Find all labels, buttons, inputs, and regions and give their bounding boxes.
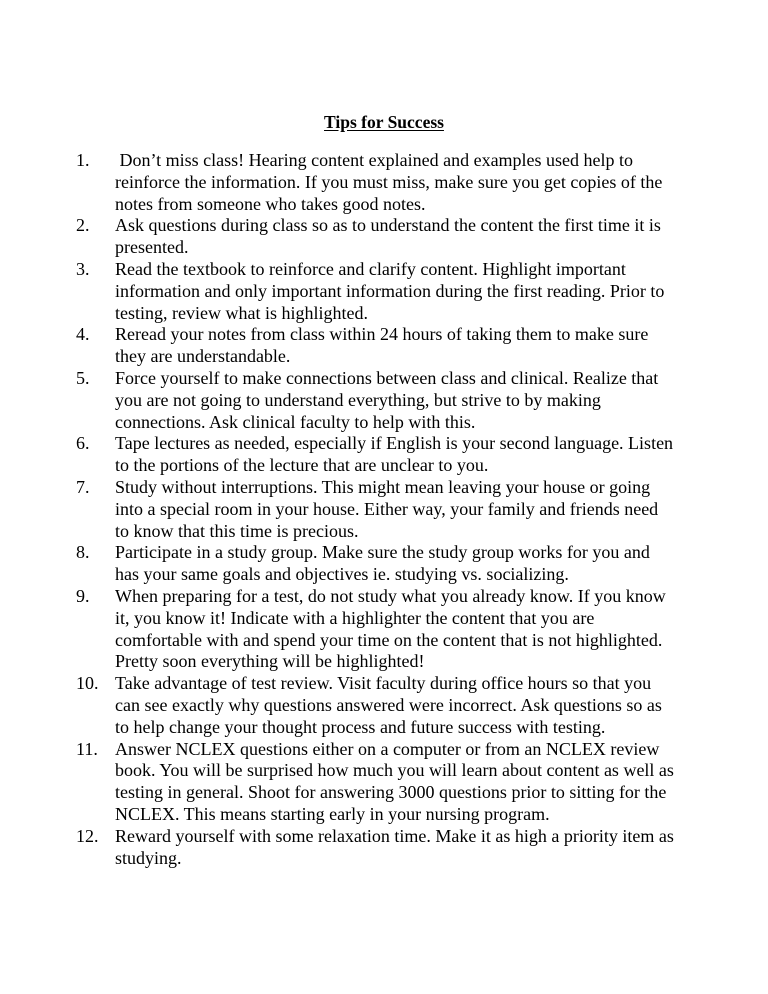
list-item-number: 3. xyxy=(76,258,90,279)
list-item xyxy=(76,215,676,259)
list-item-text: Ask questions during class so as to understand the content the first time it is presented. xyxy=(115,215,661,258)
list-item-text: Read the textbook to reinforce and clarify content. Highlight important information and only important information during the first reading. Prior to testing, review what is highlighted. xyxy=(115,258,665,323)
list-item-number: 7. xyxy=(76,476,90,497)
list-item-number: 12. xyxy=(76,825,99,846)
list-item-number: 6. xyxy=(76,433,90,454)
list-item-number: 9. xyxy=(76,585,90,606)
list-item xyxy=(76,586,676,673)
list-item xyxy=(76,673,676,738)
list-item xyxy=(76,433,676,477)
list-item-text: Tape lectures as needed, especially if English is your second language. Listen to the portions of the lecture that are unclear to you. xyxy=(115,433,674,476)
list-item xyxy=(76,150,676,215)
list-item-text: Answer NCLEX questions either on a computer or from an NCLEX review book. You will be surprised how much you will learn about content as well as testing in general. Shoot for answering 3000 questions prior to sitting for the NCLEX. This means starting early in your nursing program. xyxy=(115,738,674,824)
list-item-number: 11. xyxy=(76,738,98,759)
list-item-text: Reward yourself with some relaxation time. Make it as high a priority item as studying. xyxy=(115,825,674,868)
list-item xyxy=(76,368,676,433)
list-item-number: 1. xyxy=(76,150,90,170)
list-item xyxy=(76,259,676,324)
list-item xyxy=(76,477,676,542)
list-item-text: Force yourself to make connections between class and clinical. Realize that you are not going to understand everything, but strive to by making connections. Ask clinical faculty to help with this. xyxy=(115,367,659,432)
list-item-number: 2. xyxy=(76,215,90,236)
list-item xyxy=(76,542,676,586)
list-item-number: 10. xyxy=(76,673,99,694)
list-item-text: Take advantage of test review. Visit faculty during office hours so that you can see exactly why questions answered were incorrect. Ask questions so as to help change your thought process and future success with testing. xyxy=(115,673,662,737)
list-item xyxy=(76,826,676,870)
list-item xyxy=(76,739,676,826)
list-item-text: When preparing for a test, do not study what you already know. If you know it, you know it! Indicate with a highlighter the content that you are comfortable with and spend your time on the content that is not highlighted. Pretty soon everything will be highlighted! xyxy=(115,585,666,672)
tips-list xyxy=(76,150,676,869)
list-item-text: Reread your notes from class within 24 hours of taking them to make sure they are understandable. xyxy=(115,324,649,367)
list-item-number: 5. xyxy=(76,367,90,388)
list-item-number: 4. xyxy=(76,324,90,345)
list-item-text: Participate in a study group. Make sure the study group works for you and has your same goals and objectives ie. studying vs. socializing. xyxy=(115,542,650,585)
list-item-number: 8. xyxy=(76,542,90,563)
list-item-text: Study without interruptions. This might mean leaving your house or going into a special room in your house. Either way, your family and friends need to know that this time is precious. xyxy=(115,476,659,541)
document-title: Tips for Success xyxy=(324,112,444,132)
list-item xyxy=(76,324,676,368)
list-item-text: Don’t miss class! Hearing content explained and examples used help to reinforce the information. If you must miss, make sure you get copies of the notes from someone who takes good notes. xyxy=(115,150,667,214)
